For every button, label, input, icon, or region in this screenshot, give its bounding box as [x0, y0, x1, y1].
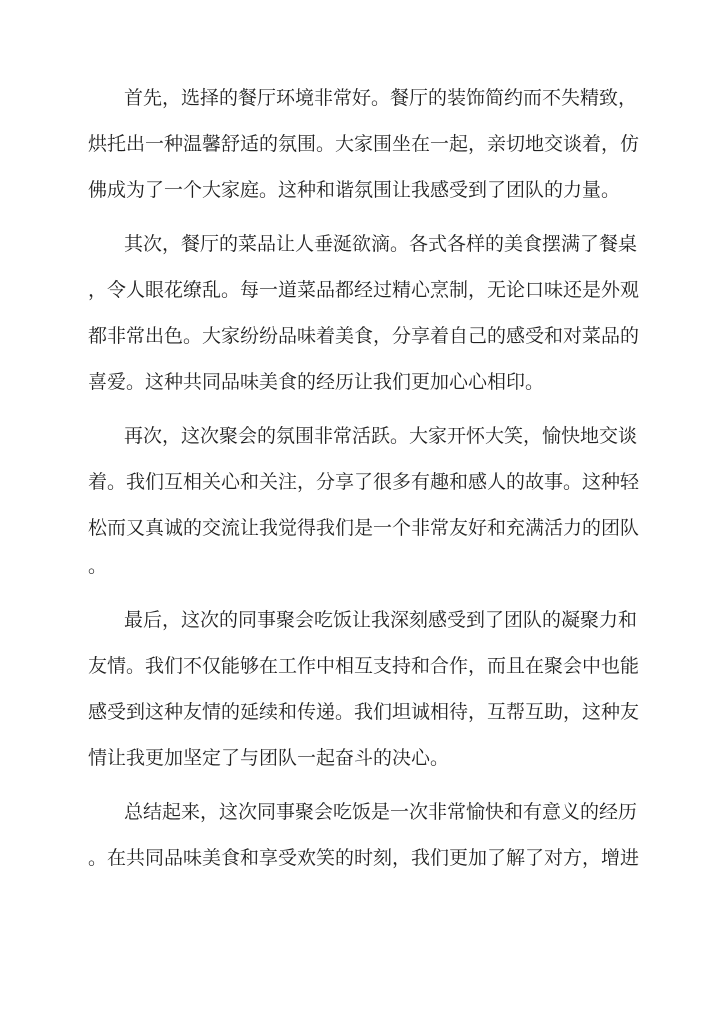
paragraph-1-line-3: 佛成为了一个大家庭。这种和谐氛围让我感受到了团队的力量。 [88, 179, 621, 201]
paragraph-4-line-1: 最后，这次的同事聚会吃饭让我深刻感受到了团队的凝聚力和 [124, 609, 638, 631]
paragraph-4-line-3: 感受到这种友情的延续和传递。我们坦诚相待，互帮互助，这种友 [88, 701, 640, 723]
paragraph-3-line-2: 着。我们互相关心和关注，分享了很多有趣和感人的故事。这种轻 [88, 471, 640, 493]
paragraph-1-line-2: 烘托出一种温馨舒适的氛围。大家围坐在一起，亲切地交谈着，仿 [88, 133, 640, 155]
paragraph-2-line-2: ，令人眼花缭乱。每一道菜品都经过精心烹制，无论口味还是外观 [88, 279, 640, 301]
paragraph-2-line-1: 其次，餐厅的菜品让人垂涎欲滴。各式各样的美食摆满了餐桌 [124, 233, 638, 255]
paragraph-3-line-3: 松而又真诚的交流让我觉得我们是一个非常友好和充满活力的团队 [88, 517, 640, 539]
paragraph-3-line-4: 。 [88, 555, 108, 577]
paragraph-3-line-1: 再次，这次聚会的氛围非常活跃。大家开怀大笑，愉快地交谈 [124, 425, 638, 447]
paragraph-5-line-1: 总结起来，这次同事聚会吃饭是一次非常愉快和有意义的经历 [124, 801, 638, 823]
paragraph-4-line-2: 友情。我们不仅能够在工作中相互支持和合作，而且在聚会中也能 [88, 655, 640, 677]
paragraph-1-line-1: 首先，选择的餐厅环境非常好。餐厅的装饰简约而不失精致， [124, 87, 638, 109]
paragraph-2-line-3: 都非常出色。大家纷纷品味着美食，分享着自己的感受和对菜品的 [88, 325, 640, 347]
paragraph-4-line-4: 情让我更加坚定了与团队一起奋斗的决心。 [88, 747, 450, 769]
paragraph-5-line-2: 。在共同品味美食和享受欢笑的时刻，我们更加了解了对方，增进 [88, 847, 640, 869]
paragraph-2-line-4: 喜爱。这种共同品味美食的经历让我们更加心心相印。 [88, 371, 545, 393]
